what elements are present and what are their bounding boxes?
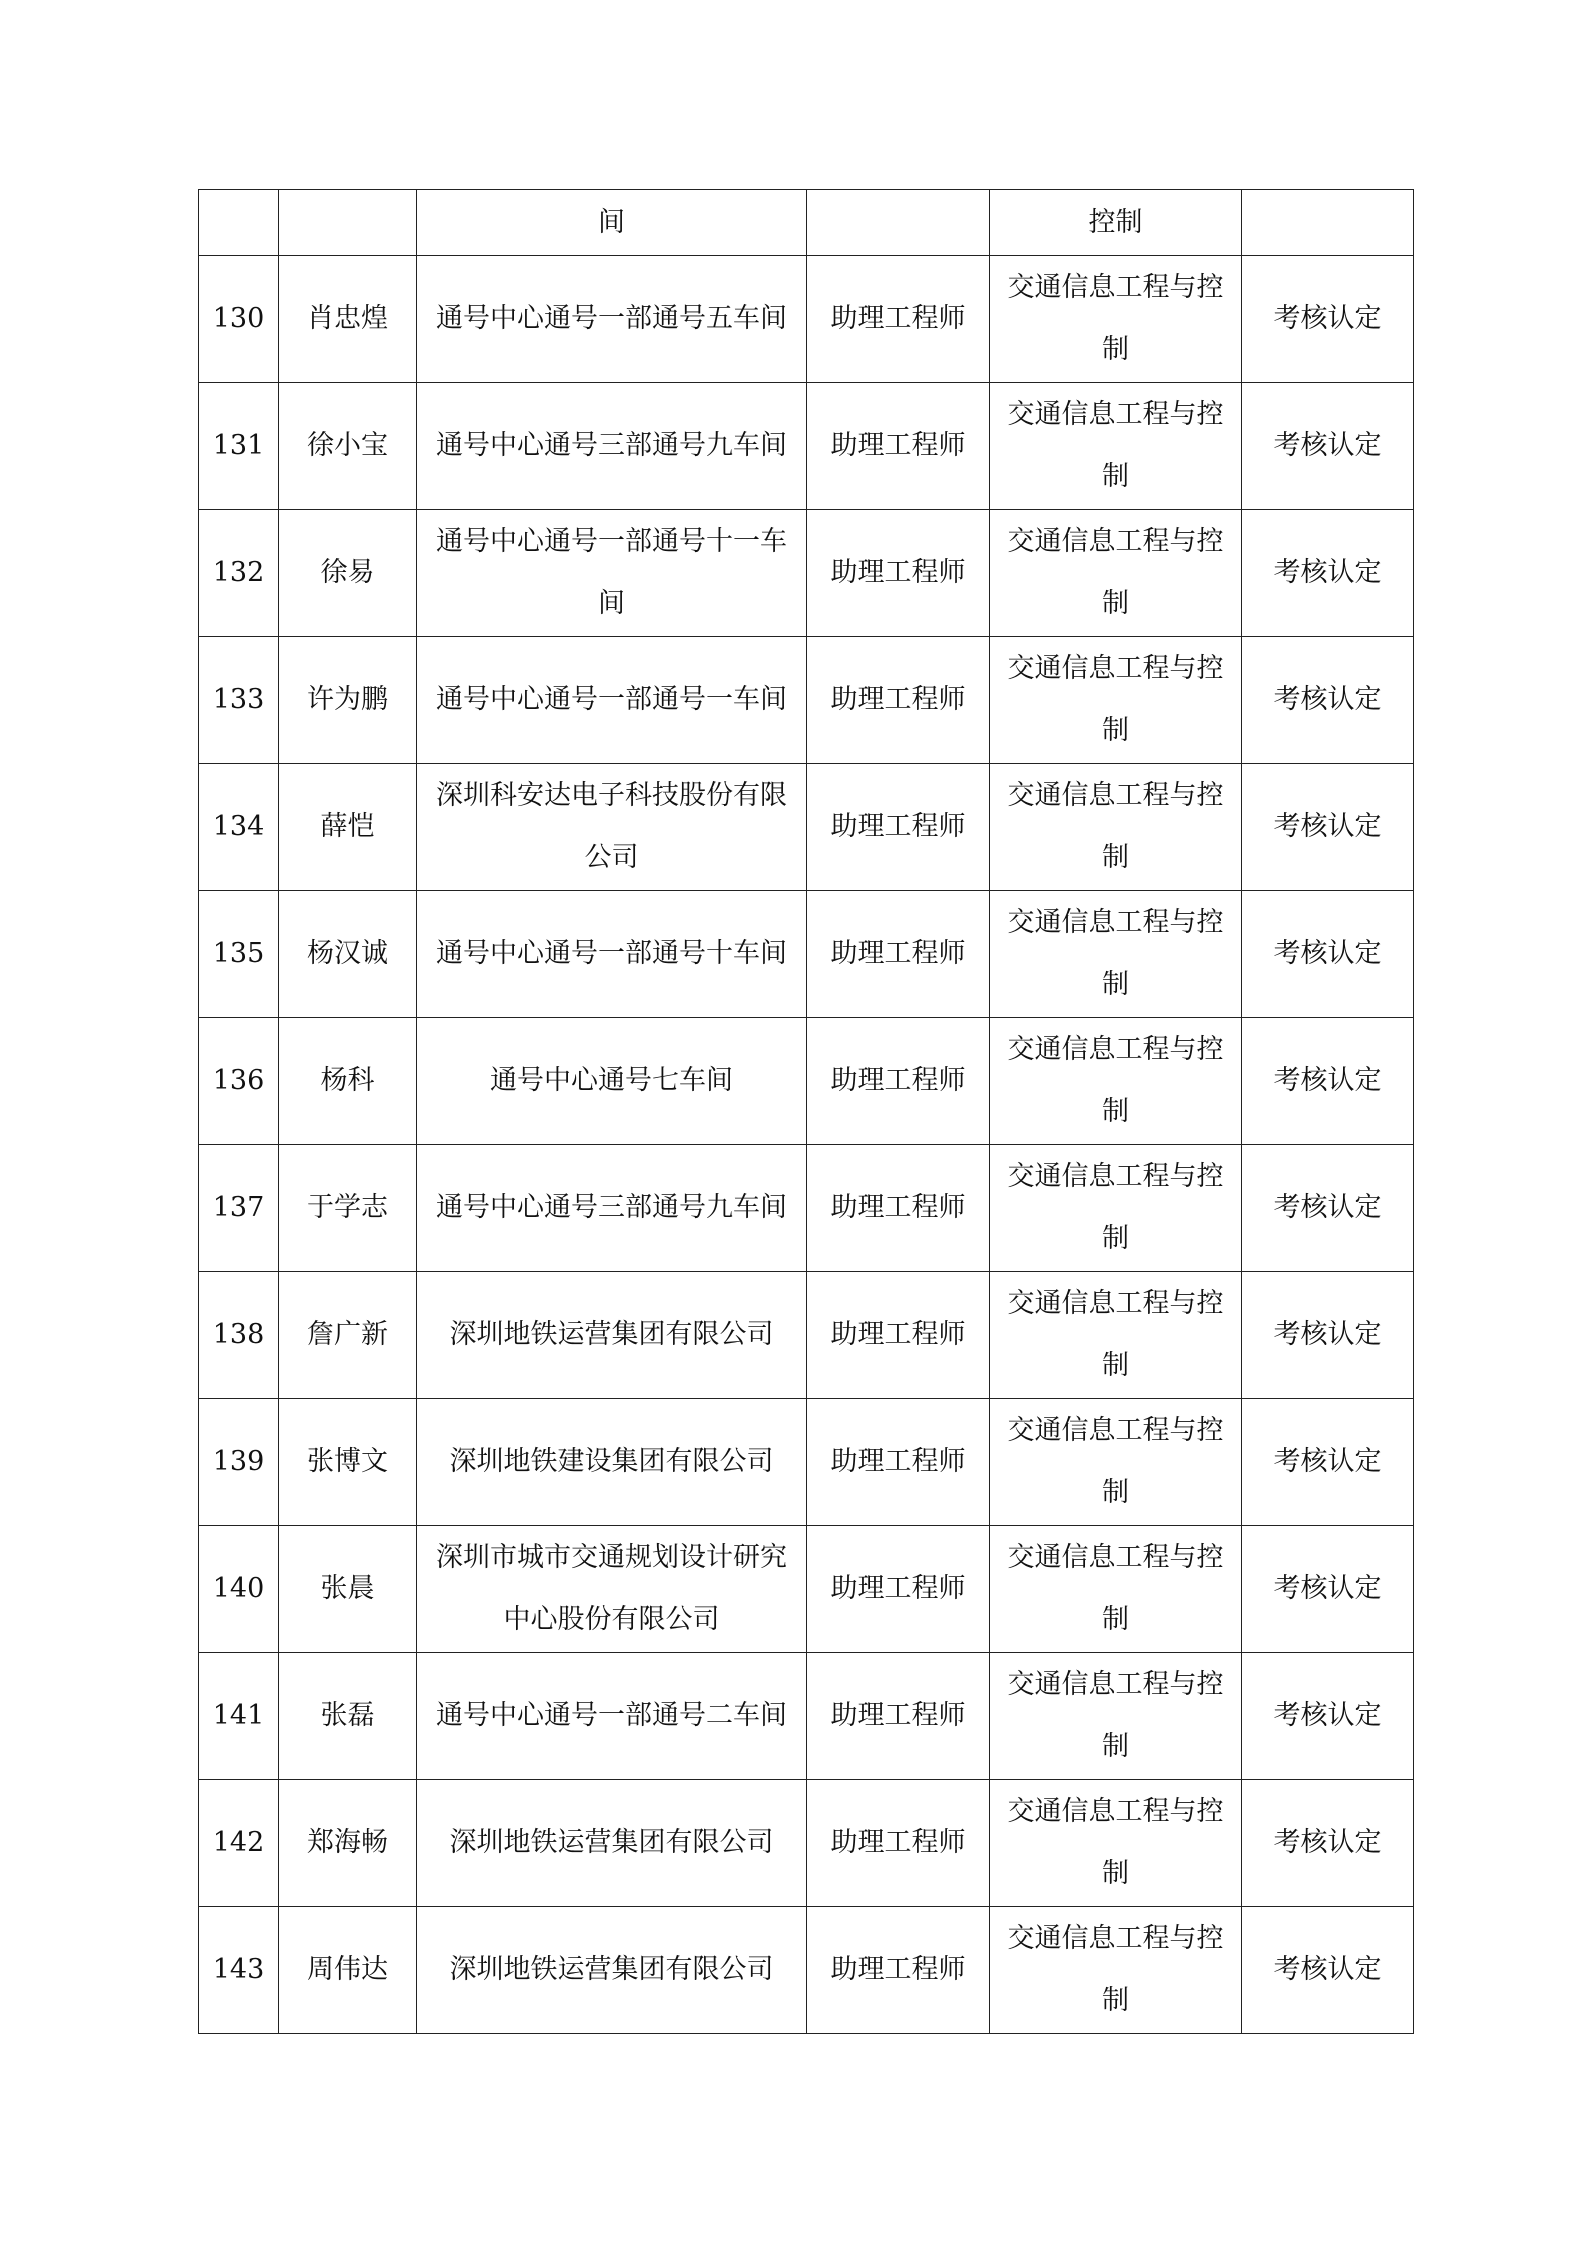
cell-no: 137 (199, 1145, 279, 1272)
cell-no: 139 (199, 1399, 279, 1526)
cell-title: 助理工程师 (807, 764, 990, 891)
cell-name: 杨汉诚 (279, 891, 417, 1018)
cell-name: 薛恺 (279, 764, 417, 891)
cell-unit: 深圳市城市交通规划设计研究中心股份有限公司 (417, 1526, 807, 1653)
table-row (199, 510, 1414, 637)
cell-title: 助理工程师 (807, 1399, 990, 1526)
cell-title: 助理工程师 (807, 256, 990, 383)
cell-major: 交通信息工程与控制 (990, 891, 1242, 1018)
cell-major: 交通信息工程与控制 (990, 1780, 1242, 1907)
cell-unit: 通号中心通号七车间 (417, 1018, 807, 1145)
continued-row (199, 190, 1414, 256)
cell-method: 考核认定 (1242, 383, 1414, 510)
cell-title: 助理工程师 (807, 1526, 990, 1653)
cell-name: 杨科 (279, 1018, 417, 1145)
cell-name: 徐易 (279, 510, 417, 637)
cell-major: 交通信息工程与控制 (990, 1907, 1242, 2034)
cell-method (1242, 190, 1414, 256)
cell-no: 134 (199, 764, 279, 891)
cell-title: 助理工程师 (807, 891, 990, 1018)
cell-name: 张博文 (279, 1399, 417, 1526)
cell-name: 张磊 (279, 1653, 417, 1780)
cell-no: 143 (199, 1907, 279, 2034)
cell-major: 交通信息工程与控制 (990, 1018, 1242, 1145)
cell-unit: 深圳地铁运营集团有限公司 (417, 1780, 807, 1907)
cell-unit: 通号中心通号一部通号五车间 (417, 256, 807, 383)
cell-no: 141 (199, 1653, 279, 1780)
cell-major: 交通信息工程与控制 (990, 256, 1242, 383)
cell-title: 助理工程师 (807, 1018, 990, 1145)
cell-method: 考核认定 (1242, 1780, 1414, 1907)
cell-unit: 通号中心通号三部通号九车间 (417, 1145, 807, 1272)
cell-no: 136 (199, 1018, 279, 1145)
cell-name: 许为鹏 (279, 637, 417, 764)
cell-major: 交通信息工程与控制 (990, 1272, 1242, 1399)
cell-unit: 通号中心通号三部通号九车间 (417, 383, 807, 510)
cell-unit: 深圳地铁建设集团有限公司 (417, 1399, 807, 1526)
cell-method: 考核认定 (1242, 1526, 1414, 1653)
cell-no: 135 (199, 891, 279, 1018)
cell-method: 考核认定 (1242, 891, 1414, 1018)
cell-method: 考核认定 (1242, 256, 1414, 383)
cell-major: 交通信息工程与控制 (990, 1526, 1242, 1653)
cell-name: 詹广新 (279, 1272, 417, 1399)
cell-unit: 通号中心通号一部通号十车间 (417, 891, 807, 1018)
cell-unit: 深圳地铁运营集团有限公司 (417, 1272, 807, 1399)
cell-method: 考核认定 (1242, 1272, 1414, 1399)
cell-unit: 深圳地铁运营集团有限公司 (417, 1907, 807, 2034)
cell-name: 于学志 (279, 1145, 417, 1272)
roster-table (198, 189, 1414, 2034)
cell-major: 控制 (990, 190, 1242, 256)
cell-no: 142 (199, 1780, 279, 1907)
cell-method: 考核认定 (1242, 1145, 1414, 1272)
cell-title: 助理工程师 (807, 1653, 990, 1780)
cell-method: 考核认定 (1242, 764, 1414, 891)
table-row (199, 1018, 1414, 1145)
cell-title (807, 190, 990, 256)
cell-no: 133 (199, 637, 279, 764)
cell-name (279, 190, 417, 256)
table-row (199, 256, 1414, 383)
cell-major: 交通信息工程与控制 (990, 637, 1242, 764)
cell-method: 考核认定 (1242, 1018, 1414, 1145)
cell-major: 交通信息工程与控制 (990, 510, 1242, 637)
cell-no: 138 (199, 1272, 279, 1399)
table-row (199, 1526, 1414, 1653)
cell-major: 交通信息工程与控制 (990, 1399, 1242, 1526)
cell-title: 助理工程师 (807, 1780, 990, 1907)
cell-title: 助理工程师 (807, 637, 990, 764)
table-row (199, 383, 1414, 510)
cell-method: 考核认定 (1242, 1907, 1414, 2034)
cell-name: 肖忠煌 (279, 256, 417, 383)
table-row (199, 1780, 1414, 1907)
roster-body (199, 190, 1414, 2034)
cell-no: 132 (199, 510, 279, 637)
cell-no (199, 190, 279, 256)
cell-method: 考核认定 (1242, 1653, 1414, 1780)
cell-title: 助理工程师 (807, 383, 990, 510)
cell-unit: 通号中心通号一部通号一车间 (417, 637, 807, 764)
cell-major: 交通信息工程与控制 (990, 383, 1242, 510)
cell-title: 助理工程师 (807, 510, 990, 637)
cell-name: 周伟达 (279, 1907, 417, 2034)
cell-unit: 深圳科安达电子科技股份有限公司 (417, 764, 807, 891)
table-row (199, 1272, 1414, 1399)
table-row (199, 1145, 1414, 1272)
cell-major: 交通信息工程与控制 (990, 764, 1242, 891)
table-row (199, 1907, 1414, 2034)
table-row (199, 891, 1414, 1018)
cell-title: 助理工程师 (807, 1145, 990, 1272)
table-row (199, 1653, 1414, 1780)
cell-name: 徐小宝 (279, 383, 417, 510)
cell-title: 助理工程师 (807, 1272, 990, 1399)
cell-major: 交通信息工程与控制 (990, 1145, 1242, 1272)
table-row (199, 764, 1414, 891)
cell-unit: 通号中心通号一部通号十一车间 (417, 510, 807, 637)
table-row (199, 1399, 1414, 1526)
cell-name: 郑海畅 (279, 1780, 417, 1907)
table-row (199, 637, 1414, 764)
cell-no: 140 (199, 1526, 279, 1653)
cell-unit: 通号中心通号一部通号二车间 (417, 1653, 807, 1780)
cell-title: 助理工程师 (807, 1907, 990, 2034)
cell-method: 考核认定 (1242, 637, 1414, 764)
cell-name: 张晨 (279, 1526, 417, 1653)
cell-no: 130 (199, 256, 279, 383)
cell-major: 交通信息工程与控制 (990, 1653, 1242, 1780)
cell-unit: 间 (417, 190, 807, 256)
cell-no: 131 (199, 383, 279, 510)
cell-method: 考核认定 (1242, 510, 1414, 637)
cell-method: 考核认定 (1242, 1399, 1414, 1526)
